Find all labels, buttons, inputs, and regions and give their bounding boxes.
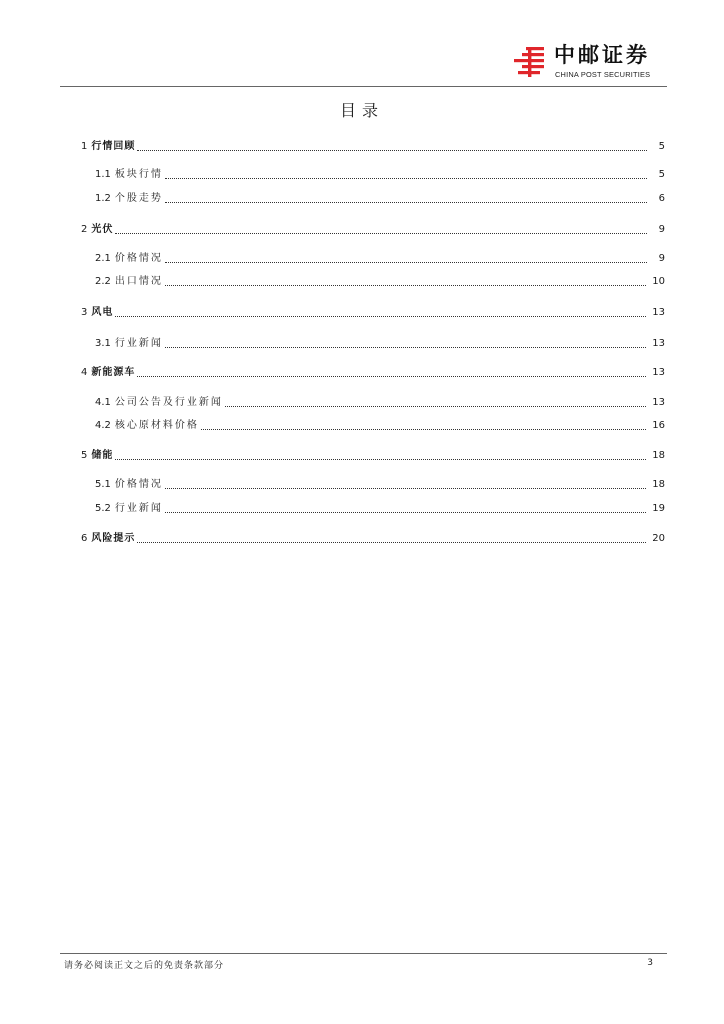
toc-entry[interactable] <box>95 415 665 437</box>
toc-entry[interactable] <box>95 164 665 186</box>
toc-entry-page: 16 <box>652 420 665 431</box>
toc-title: 目录 <box>339 101 384 120</box>
toc-entry-title: 价格情况 <box>114 253 163 264</box>
toc-entry-number: 1.1 <box>95 169 111 180</box>
toc-entry-title: 行业新闻 <box>114 503 163 514</box>
toc-entry-page: 6 <box>658 193 665 204</box>
toc-entry-page: 13 <box>652 338 665 349</box>
toc-entry-title: 储能 <box>91 450 114 461</box>
toc-entry[interactable] <box>95 271 665 293</box>
toc-entry-title: 价格情况 <box>114 479 163 490</box>
page-header <box>60 40 667 86</box>
toc-dot-leader <box>115 316 646 317</box>
toc-entry-title: 个股走势 <box>114 193 163 204</box>
footer-disclaimer: 请务必阅读正文之后的免责条款部分 <box>64 961 225 971</box>
toc-entry-title: 板块行情 <box>114 169 163 180</box>
toc-entry-number: 3 <box>81 307 88 318</box>
toc-entry-page: 9 <box>658 253 665 264</box>
toc-entry-number: 1.2 <box>95 193 111 204</box>
toc-entry-number: 2.2 <box>95 276 111 287</box>
toc-entry-page: 13 <box>652 397 665 408</box>
toc-dot-leader <box>165 262 647 263</box>
toc-entry[interactable] <box>81 445 665 467</box>
toc-entry-page: 13 <box>652 307 665 318</box>
toc-entry-number: 5.2 <box>95 503 111 514</box>
toc-entry[interactable] <box>95 188 665 210</box>
toc-entry[interactable] <box>81 219 665 241</box>
toc-entry[interactable] <box>81 136 665 158</box>
toc-dot-leader <box>137 542 646 543</box>
header-divider <box>60 86 667 87</box>
toc-entry-title: 行业新闻 <box>114 338 163 349</box>
toc-entry-title: 行情回顾 <box>91 141 136 152</box>
toc-dot-leader <box>165 178 647 179</box>
toc-entry-title: 新能源车 <box>91 367 136 378</box>
toc-dot-leader <box>201 429 646 430</box>
toc-entry-page: 18 <box>652 479 665 490</box>
toc-entry[interactable] <box>95 474 665 496</box>
toc-entry-number: 5.1 <box>95 479 111 490</box>
toc-dot-leader <box>137 376 646 377</box>
toc-dot-leader <box>137 150 647 151</box>
toc-entry-number: 5 <box>81 450 88 461</box>
toc-entry-page: 10 <box>652 276 665 287</box>
toc-entry-number: 3.1 <box>95 338 111 349</box>
toc-entry[interactable] <box>81 362 665 384</box>
toc-entry-page: 9 <box>658 224 665 235</box>
toc-entry-number: 4.2 <box>95 420 111 431</box>
toc-dot-leader <box>225 406 646 407</box>
toc-entry-page: 20 <box>652 533 665 544</box>
china-post-logo-icon <box>512 45 546 79</box>
toc-entry-title: 出口情况 <box>114 276 163 287</box>
toc-entry[interactable] <box>95 248 665 270</box>
toc-entry-title: 光伏 <box>91 224 114 235</box>
toc-entry-title: 风险提示 <box>91 533 136 544</box>
footer-page-number: 3 <box>647 958 653 968</box>
toc-entry-page: 19 <box>652 503 665 514</box>
toc-entry-number: 4.1 <box>95 397 111 408</box>
toc-dot-leader <box>165 202 647 203</box>
toc-entry-page: 18 <box>652 450 665 461</box>
toc-entry-title: 公司公告及行业新闻 <box>114 397 223 408</box>
footer-divider <box>60 953 667 954</box>
toc-dot-leader <box>115 459 646 460</box>
toc-dot-leader <box>115 233 647 234</box>
toc-entry-page: 13 <box>652 367 665 378</box>
toc-dot-leader <box>165 512 646 513</box>
toc-entry[interactable] <box>95 392 665 414</box>
logo-chinese-text: 中邮证券 <box>554 43 650 67</box>
toc-entry-title: 核心原材料价格 <box>114 420 199 431</box>
toc-entry-number: 2.1 <box>95 253 111 264</box>
toc-entry-title: 风电 <box>91 307 114 318</box>
toc-entry-page: 5 <box>658 169 665 180</box>
toc-dot-leader <box>165 347 646 348</box>
toc-entry-number: 6 <box>81 533 88 544</box>
toc-entry-number: 4 <box>81 367 88 378</box>
toc-entry-number: 1 <box>81 141 88 152</box>
toc-entry-page: 5 <box>658 141 665 152</box>
toc-dot-leader <box>165 488 646 489</box>
toc-entry-number: 2 <box>81 224 88 235</box>
toc-entry[interactable] <box>95 498 665 520</box>
toc-entry[interactable] <box>81 528 665 550</box>
toc-dot-leader <box>165 285 646 286</box>
toc-entry[interactable] <box>95 333 665 355</box>
toc-entry[interactable] <box>81 302 665 324</box>
company-logo <box>512 42 667 82</box>
logo-english-text: CHINA POST SECURITIES <box>555 70 651 79</box>
